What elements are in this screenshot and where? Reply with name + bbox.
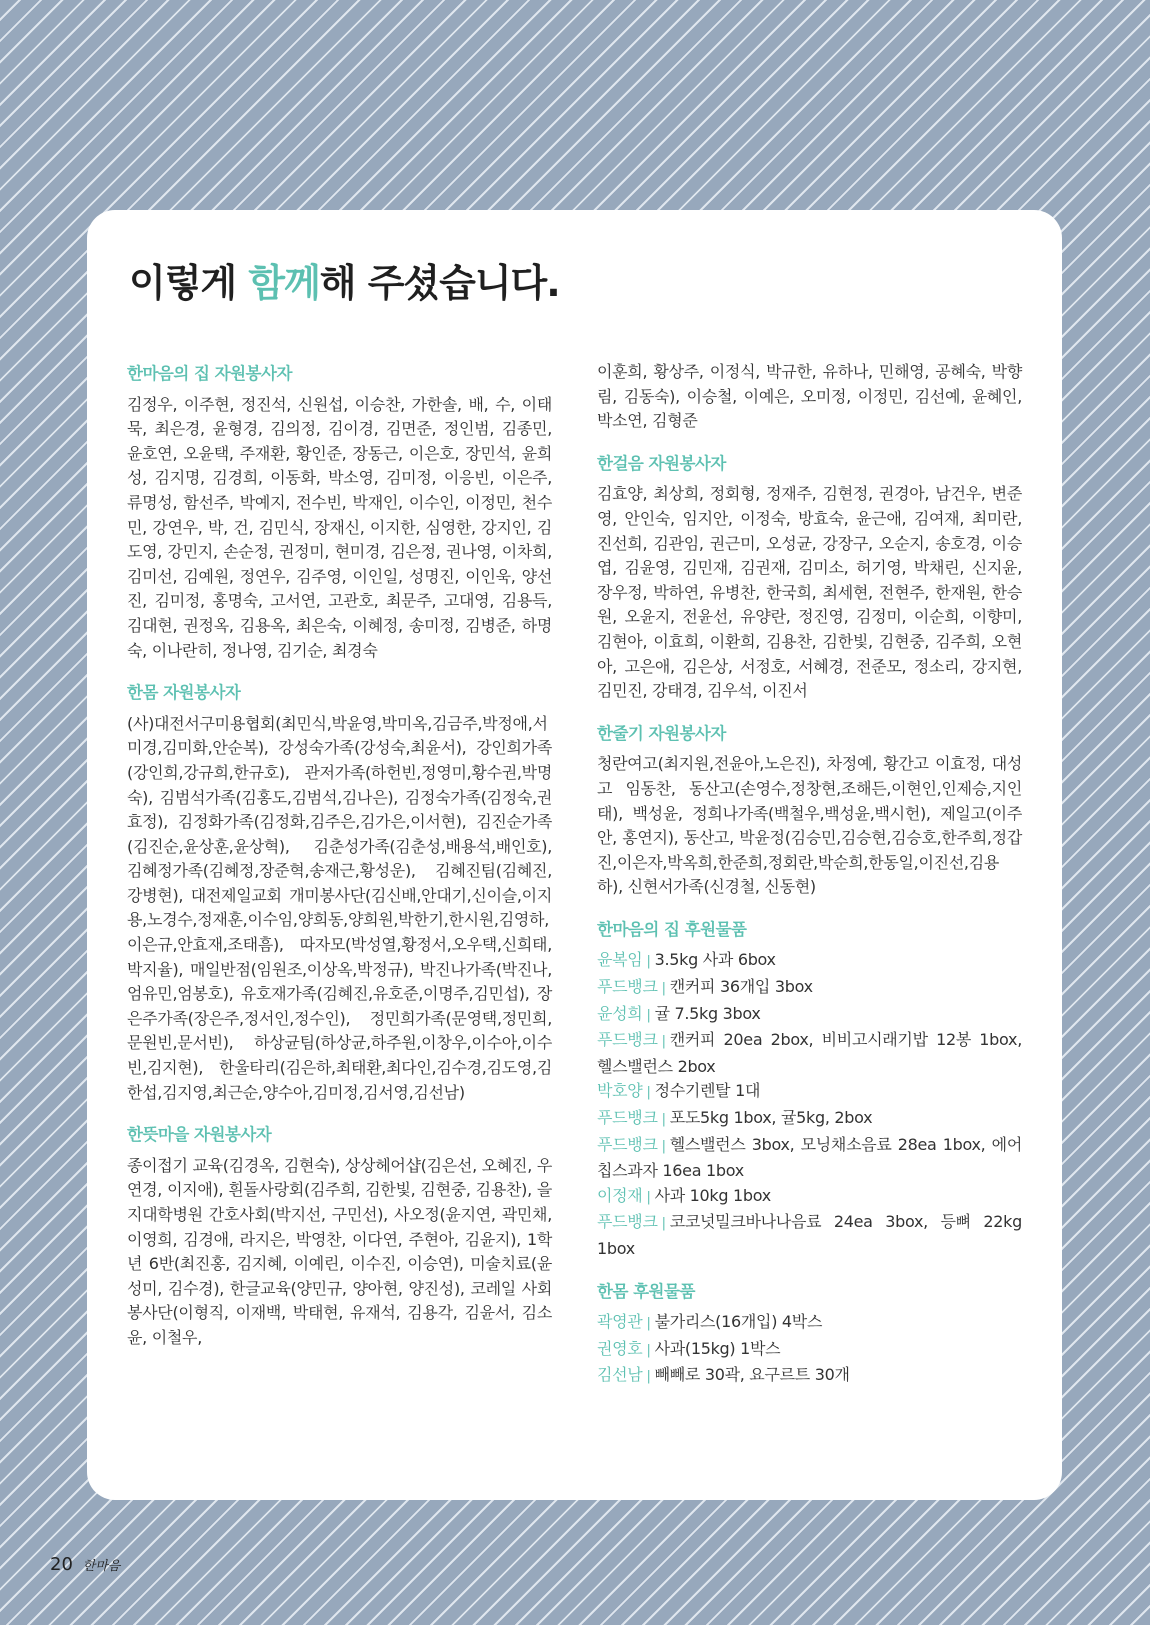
section-title: 한뜻마을 자원봉사자: [127, 1125, 272, 1145]
donation-row: [597, 1210, 1022, 1261]
donation-item: 사과 10kg 1box: [654, 1185, 771, 1205]
separator: |: [646, 1189, 651, 1205]
section-hanmom-donations: [597, 1280, 1022, 1390]
volunteer-list: 종이접기 교육(김경옥, 김현숙), 상상헤어샵(김은선, 오혜진, 우연경, 이지애), 흰돌사랑회(김주희, 김한빛, 김현중, 김용찬), 을지대학병원 간호사회(박지선, 구민선), 사오정(윤지연, 곽민채, 이영희, 김경애, 라지은, 박영찬, 이다연, 주현아, 김윤지), 1학년 6반(최진홍, 김지혜, 이예린, 이수진, 이승연), 미술치료(윤성미, 김수경), 한글교육(양민규, 양아현, 양진성), 코레일 사회봉사단(이형직, 이재백, 박태현, 유재석, 김용각, 김윤서, 김소윤, 이철우,: [127, 1155, 552, 1347]
donation-item: 사과(15kg) 1박스: [654, 1338, 781, 1358]
donation-row: [597, 1310, 1022, 1337]
title-part2: 해 주셨습니다.: [319, 261, 560, 305]
donation-item: 빼빼로 30곽, 요구르트 30개: [654, 1365, 850, 1385]
title-accent: 함께: [248, 261, 320, 305]
donor-name: 윤성희: [597, 1003, 643, 1023]
right-column: [597, 360, 1022, 1408]
donor-name: 푸드뱅크: [597, 977, 658, 997]
section-continuation: [597, 360, 1022, 434]
donation-item: 포도5kg 1box, 귤5kg, 2box: [669, 1108, 873, 1128]
donation-row: [597, 948, 1022, 975]
donation-item: 코코넛밀크바나나음료 24ea 3box, 등뼈 22kg 1box: [597, 1212, 1022, 1258]
donation-row: [597, 1079, 1022, 1106]
donation-row: [597, 1363, 1022, 1390]
donation-row: [597, 1028, 1022, 1079]
volunteer-list: (사)대전서구미용협회(최민식,박윤영,박미옥,김금주,박정애,서미경,김미화,안순복), 강성숙가족(강성숙,최윤서), 강인희가족(강인희,강규희,한규호), 관저가족(하헌빈,정영미,황수권,박명숙), 김범석가족(김홍도,김범석,김나은), 김정숙가족(김정숙,권효정), 김정화가족(김정화,김주은,김가은,이서현), 김진순가족(김진순,윤상훈,윤상혁), 김춘성가족(김춘성,배용석,배인호), 김혜정가족(김혜정,장준혁,송재근,황성운), 김혜진팀(김혜진,강병현), 대전제일교회 개미봉사단(김신배,안대기,신이슬,이지용,노경수,정재훈,이수임,양희동,양희원,박한기,한시원,김영하,이은규,안효재,조태흠), 따자모(박성열,황정서,오우택,신희태,박지율), 매일반점(임원조,이상옥,박정규), 박진나가족(박진나,엄유민,엄봉호), 유호재가족(김혜진,유호준,이명주,김민섭), 장은주가족(장은주,정서인,정수인), 정민희가족(문영택,정민희,문원빈,문서빈), 하상균팀(하상균,하주원,이창우,이수아,이수빈,김지현), 한울타리(김은하,최태환,최다인,김수경,김도영,김한섭,김지영,최근순,양수아,김미정,김서영,김선남): [127, 713, 552, 1102]
donor-name: 푸드뱅크: [597, 1030, 658, 1050]
section-title: 한걸음 자원봉사자: [597, 453, 726, 473]
donor-name: 권영호: [597, 1338, 643, 1358]
donation-row: [597, 1106, 1022, 1133]
separator: |: [646, 1316, 651, 1332]
magazine-logo: 한마음: [82, 1559, 121, 1574]
page-title: [129, 252, 560, 307]
section-title: 한마음의 집 후원물품: [597, 919, 747, 939]
section-title: 한줄기 자원봉사자: [597, 723, 726, 743]
separator: |: [646, 1007, 651, 1023]
section-hanjulgi-volunteers: [597, 722, 1022, 900]
donation-item: 헬스밸런스 3box, 모닝채소음료 28ea 1box, 에어칩스과자 16ea 1box: [597, 1134, 1022, 1181]
separator: |: [646, 1085, 651, 1101]
donation-row: [597, 1184, 1022, 1211]
section-hangeoreum-volunteers: [597, 452, 1022, 704]
separator: |: [661, 1216, 666, 1232]
donation-item: 캔커피 36개입 3box: [669, 977, 813, 997]
donation-item: 캔커피 20ea 2box, 비비고시래기밥 12봉 1box, 헬스밸런스 2box: [597, 1030, 1022, 1076]
donor-name: 푸드뱅크: [597, 1108, 658, 1128]
section-hanmaeum-donations: [597, 918, 1022, 1262]
volunteer-list-continued: 이훈희, 황상주, 이정식, 박규한, 유하나, 민해영, 공혜숙, 박향림, 김동숙), 이승철, 이예은, 오미정, 이정민, 김선예, 윤혜인, 박소연, 김형준: [597, 362, 1022, 431]
donor-name: 김선남: [597, 1365, 643, 1385]
volunteer-list: 김효양, 최상희, 정회형, 정재주, 김현정, 권경아, 남건우, 변준영, 안인숙, 임지안, 이정숙, 방효숙, 윤근애, 김여재, 최미란, 진선희, 김관임, 권근미, 오성균, 강장구, 오순지, 송호경, 이승엽, 김윤영, 김민재, 김권재, 김미소, 허기영, 박채린, 신지윤, 장우정, 박하연, 유병찬, 한국희, 최세현, 전현주, 한재원, 한승원, 오윤지, 전윤선, 유양란, 정진영, 김정미, 이순희, 이향미, 김현아, 이효희, 이환희, 김용찬, 김한빛, 김현중, 김주희, 오현아, 고은애, 김은상, 서정호, 서혜경, 전준모, 정소리, 강지현, 김민진, 강태경, 김우석, 이진서: [597, 484, 1022, 701]
volunteer-list: 김정우, 이주현, 정진석, 신원섭, 이승찬, 가한솔, 배, 수, 이태묵, 최은경, 윤형경, 김의정, 김이경, 김면준, 정인범, 김종민, 윤호연, 오윤택, 주재환, 황인준, 장동근, 이은호, 장민석, 윤희성, 김지명, 김경희, 이동화, 박소영, 김미정, 이응빈, 이은주, 류명성, 함선주, 박예지, 전수빈, 박재인, 이수인, 이정민, 천수민, 강연우, 박, 건, 김민식, 장재신, 이지한, 심영한, 강지인, 김도영, 강민지, 손순정, 권정미, 현미경, 김은정, 권나영, 이차희, 김미선, 김예원, 정연우, 김주영, 이인일, 성명진, 이인욱, 양선진, 김미정, 홍명숙, 고서연, 고관호, 최문주, 고대영, 김용득, 김대현, 권정옥, 김용옥, 최은숙, 이혜정, 송미정, 김병준, 하명숙, 이나란히, 정나영, 김기순, 최경숙: [127, 394, 552, 660]
donation-item: 정수기렌탈 1대: [654, 1081, 761, 1101]
donor-name: 푸드뱅크: [597, 1134, 658, 1154]
donor-name: 이정재: [597, 1185, 643, 1205]
page-number: 20: [50, 1554, 73, 1575]
donation-row: [597, 1133, 1022, 1184]
section-hantteut-volunteers: [127, 1123, 552, 1350]
donation-row: [597, 1002, 1022, 1029]
donor-name: 박호양: [597, 1081, 643, 1101]
separator: |: [661, 981, 666, 997]
donation-item: 불가리스(16개입) 4박스: [654, 1312, 823, 1332]
donor-name: 윤복임: [597, 950, 643, 970]
content-card: [87, 210, 1062, 1500]
volunteer-list: 청란여고(최지원,전윤아,노은진), 차정예, 황간고 이효정, 대성고 임동찬, 동산고(손영수,정창현,조해든,이현인,인제승,지인태), 백성윤, 정희나가족(백철우,백성윤,백시헌), 제일고(이주안, 홍연지), 동산고, 박윤정(김승민,김승현,김승호,한주희,정갑진,이은자,박옥희,한준희,정회란,박순희,한동일,이진선,김용하), 신현서가족(신경철, 신동현): [597, 754, 1022, 897]
donor-name: 곽영관: [597, 1312, 643, 1332]
section-title: 한몸 자원봉사자: [127, 683, 241, 703]
donor-name: 푸드뱅크: [597, 1212, 658, 1232]
section-hanmom-volunteers: [127, 681, 552, 1105]
title-part1: 이렇게: [129, 261, 249, 305]
page-footer: [50, 1554, 120, 1575]
donation-item: 귤 7.5kg 3box: [654, 1003, 761, 1023]
separator: |: [646, 1342, 651, 1358]
section-hanmaeum-volunteers: [127, 362, 552, 663]
left-column: [127, 362, 552, 1369]
section-title: 한마음의 집 자원봉사자: [127, 364, 292, 383]
separator: |: [661, 1034, 666, 1050]
separator: |: [661, 1138, 666, 1154]
separator: |: [661, 1112, 666, 1128]
donation-row: [597, 1337, 1022, 1364]
separator: |: [646, 1369, 651, 1385]
donation-row: [597, 975, 1022, 1002]
section-title: 한몸 후원물품: [597, 1281, 695, 1301]
donation-item: 3.5kg 사과 6box: [654, 950, 776, 970]
separator: |: [646, 954, 651, 970]
